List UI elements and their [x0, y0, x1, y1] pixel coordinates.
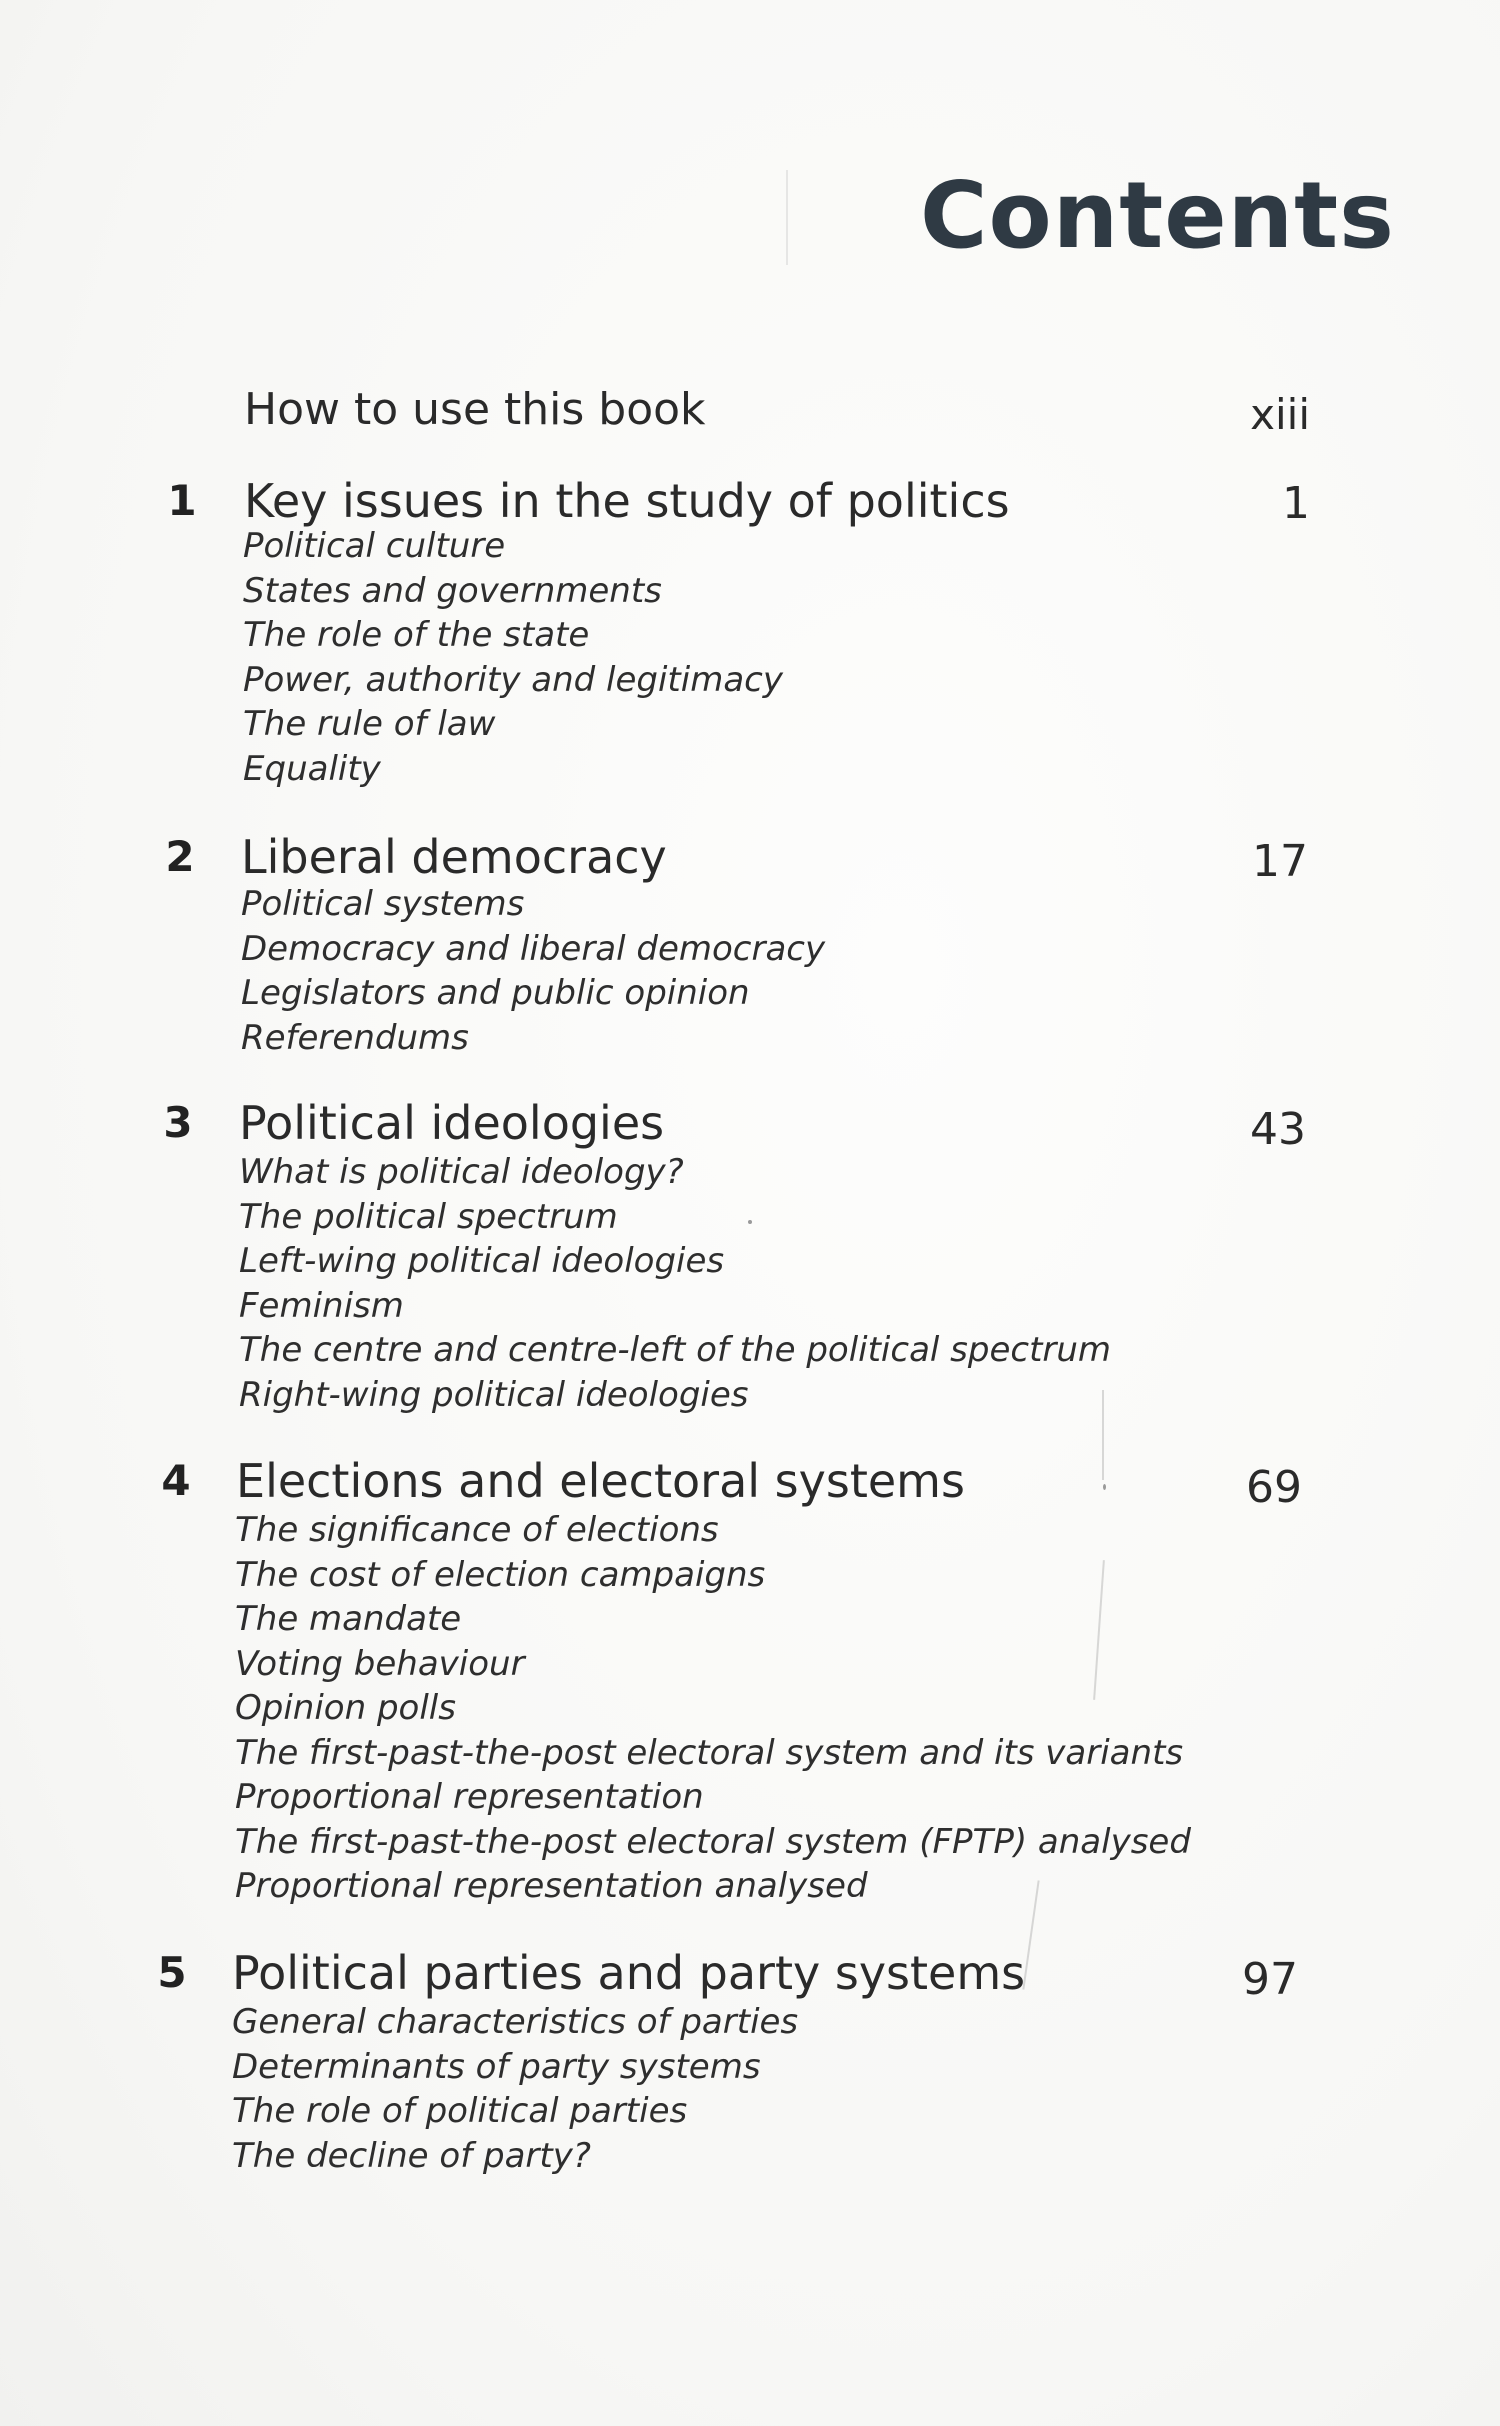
- scan-line: [1102, 1390, 1104, 1480]
- section-item[interactable]: The first-past-the-post electoral system and its variants: [235, 1732, 1184, 1773]
- chapter-number: 4: [161, 1456, 191, 1505]
- section-item[interactable]: Proportional representation analysed: [235, 1866, 868, 1906]
- section-item[interactable]: Referendums: [241, 1017, 469, 1058]
- section-list: [243, 524, 783, 791]
- section-item[interactable]: The centre and centre-left of the political spectrum: [239, 1330, 1112, 1370]
- chapter-number: 5: [157, 1948, 187, 1997]
- chapter-page: 43: [1250, 1104, 1306, 1155]
- chapter-title: Elections and electoral systems: [236, 1454, 965, 1508]
- section-item[interactable]: The cost of election campaigns: [235, 1554, 766, 1595]
- section-item[interactable]: Right-wing political ideologies: [239, 1374, 749, 1415]
- scan-speck: [748, 1220, 752, 1224]
- section-item[interactable]: Democracy and liberal democracy: [241, 928, 826, 969]
- section-item[interactable]: General characteristics of parties: [232, 2002, 799, 2042]
- section-item[interactable]: The mandate: [235, 1599, 462, 1639]
- chapter-number: 1: [167, 476, 197, 525]
- section-item[interactable]: The political spectrum: [239, 1196, 618, 1237]
- section-item[interactable]: Determinants of party systems: [232, 2046, 761, 2087]
- scan-speck: [1103, 1484, 1106, 1490]
- section-item[interactable]: Opinion polls: [235, 1688, 456, 1728]
- section-list: [235, 1508, 1191, 1909]
- section-list: [232, 2000, 798, 2178]
- chapter-page: 69: [1246, 1462, 1302, 1513]
- section-item[interactable]: The significance of elections: [235, 1510, 719, 1550]
- section-item[interactable]: The role of the state: [243, 615, 590, 655]
- section-item[interactable]: Power, authority and legitimacy: [243, 659, 783, 700]
- chapter-title: Liberal democracy: [241, 830, 667, 884]
- section-item[interactable]: Left-wing political ideologies: [239, 1241, 725, 1281]
- section-item[interactable]: Political culture: [243, 526, 506, 566]
- chapter-title: Political parties and party systems: [232, 1946, 1026, 2000]
- page-title: Contents: [920, 162, 1395, 269]
- front-matter-title: How to use this book: [244, 384, 706, 435]
- section-item[interactable]: Legislators and public opinion: [241, 973, 750, 1013]
- scan-line: [786, 170, 788, 265]
- section-item[interactable]: Political systems: [241, 884, 525, 924]
- section-item[interactable]: Feminism: [239, 1285, 404, 1326]
- chapter-title: Political ideologies: [239, 1096, 665, 1150]
- section-item[interactable]: The rule of law: [243, 704, 496, 744]
- chapter-page: 17: [1252, 836, 1308, 887]
- section-item[interactable]: The first-past-the-post electoral system (FPTP) analysed: [235, 1821, 1191, 1862]
- section-list: [241, 882, 825, 1060]
- chapter-number: 2: [165, 832, 195, 881]
- chapter-page: 1: [1282, 478, 1310, 529]
- chapter-title: Key issues in the study of politics: [244, 474, 1010, 528]
- section-item[interactable]: The decline of party?: [232, 2135, 591, 2176]
- section-list: [239, 1150, 1111, 1417]
- section-item[interactable]: States and governments: [243, 570, 662, 611]
- chapter-page: 97: [1242, 1954, 1298, 2005]
- section-item[interactable]: What is political ideology?: [239, 1152, 684, 1192]
- chapter-number: 3: [163, 1098, 193, 1147]
- section-item[interactable]: Proportional representation: [235, 1777, 704, 1817]
- front-matter-page: xiii: [1250, 390, 1310, 439]
- section-item[interactable]: The role of political parties: [232, 2091, 688, 2131]
- section-item[interactable]: Equality: [243, 748, 381, 789]
- section-item[interactable]: Voting behaviour: [235, 1643, 525, 1684]
